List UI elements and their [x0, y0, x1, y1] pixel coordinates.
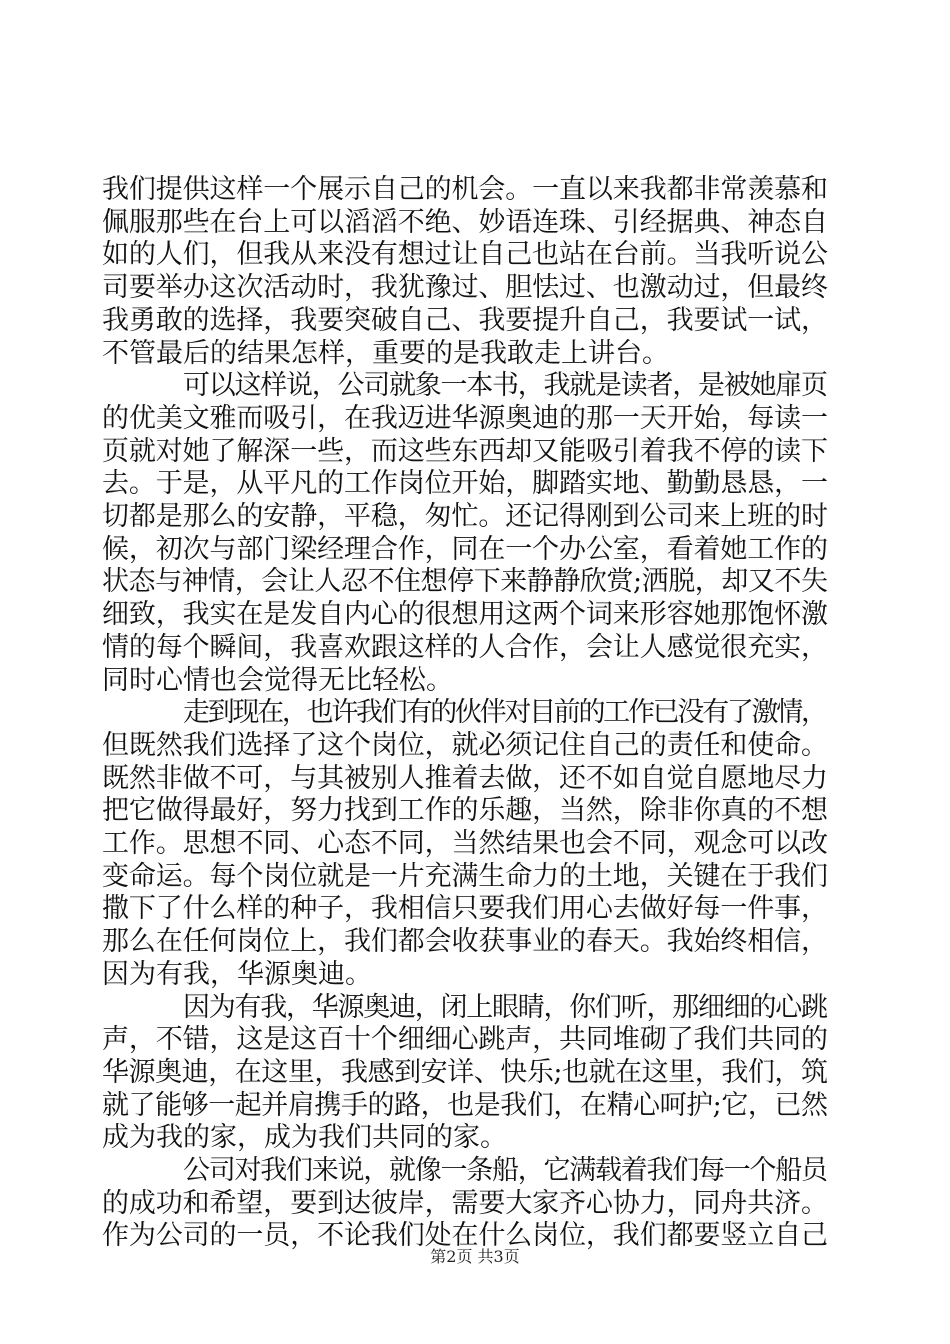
- text-line: 细致，我实在是发自内心的很想用这两个词来形容她那饱怀激: [102, 599, 828, 631]
- text-line: 把它做得最好，努力找到工作的乐趣，当然，除非你真的不想: [102, 795, 828, 827]
- text-line: 的优美文雅而吸引，在我迈进华源奥迪的那一天开始，每读一: [102, 402, 828, 434]
- text-line: 那么在任何岗位上，我们都会收获事业的春天。我始终相信，: [102, 926, 828, 958]
- text-line: 可以这样说，公司就象一本书，我就是读者，是被她扉页: [183, 370, 827, 402]
- text-line: 的成功和希望，要到达彼岸，需要大家齐心协力，同舟共济。: [102, 1187, 828, 1219]
- text-line: 佩服那些在台上可以滔滔不绝、妙语连珠、引经据典、神态自: [102, 206, 828, 238]
- text-line: 作为公司的一员，不论我们处在什么岗位，我们都要竖立自己: [102, 1220, 828, 1252]
- text-line: 切都是那么的安静，平稳，匆忙。还记得刚到公司来上班的时: [102, 501, 828, 532]
- text-line: 成为我的家，成为我们共同的家。: [102, 1122, 507, 1154]
- text-line: 既然非做不可，与其被别人推着去做，还不如自觉自愿地尽力: [102, 762, 828, 794]
- text-line: 页就对她了解深一些，而这些东西却又能吸引着我不停的读下: [102, 435, 828, 467]
- text-line: 华源奥迪，在这里，我感到安详、快乐;也就在这里，我们，筑: [102, 1056, 828, 1088]
- text-line: 撒下了什么样的种子，我相信只要我们用心去做好每一件事，: [102, 893, 828, 925]
- text-line: 候，初次与部门梁经理合作，同在一个办公室，看着她工作的: [102, 533, 828, 565]
- text-line: 走到现在，也许我们有的伙伴对目前的工作已没有了激情，: [183, 697, 826, 729]
- text-line: 因为有我，华源奥迪。: [102, 958, 372, 990]
- page-footer: 第2页 共3页: [430, 1247, 520, 1266]
- text-line: 声，不错，这是这百十个细细心跳声，共同堆砌了我们共同的: [102, 1024, 828, 1056]
- text-line: 公司对我们来说，就像一条船，它满载着我们每一个船员: [183, 1155, 827, 1186]
- text-line: 如的人们，但我从来没有想过让自己也站在台前。当我听说公: [102, 239, 828, 271]
- text-line: 去。于是，从平凡的工作岗位开始，脚踏实地、勤勤恳恳，一: [102, 468, 828, 500]
- text-line: 不管最后的结果怎样，重要的是我敢走上讲台。: [102, 337, 669, 369]
- text-line: 情的每个瞬间，我喜欢跟这样的人合作，会让人感觉很充实，: [102, 631, 828, 663]
- text-line: 工作。思想不同、心态不同，当然结果也会不同，观念可以改: [102, 828, 828, 859]
- text-line: 状态与神情，会让人忍不住想停下来静静欣赏;洒脱，却又不失: [102, 566, 828, 598]
- text-line: 司要举办这次活动时，我犹豫过、胆怯过、也激动过，但最终: [102, 272, 828, 304]
- text-line: 就了能够一起并肩携手的路，也是我们，在精心呵护;它，已然: [102, 1089, 828, 1121]
- text-line: 但既然我们选择了这个岗位，就必须记住自己的责任和使命。: [102, 729, 828, 761]
- text-line: 因为有我，华源奥迪，闭上眼睛，你们听，那细细的心跳: [183, 991, 827, 1023]
- text-line: 变命运。每个岗位就是一片充满生命力的土地，关键在于我们: [102, 860, 828, 892]
- text-line: 我勇敢的选择，我要突破自己、我要提升自己，我要试一试，: [102, 304, 828, 336]
- text-line: 同时心情也会觉得无比轻松。: [102, 664, 453, 696]
- text-line: 我们提供这样一个展示自己的机会。一直以来我都非常羡慕和: [102, 174, 828, 205]
